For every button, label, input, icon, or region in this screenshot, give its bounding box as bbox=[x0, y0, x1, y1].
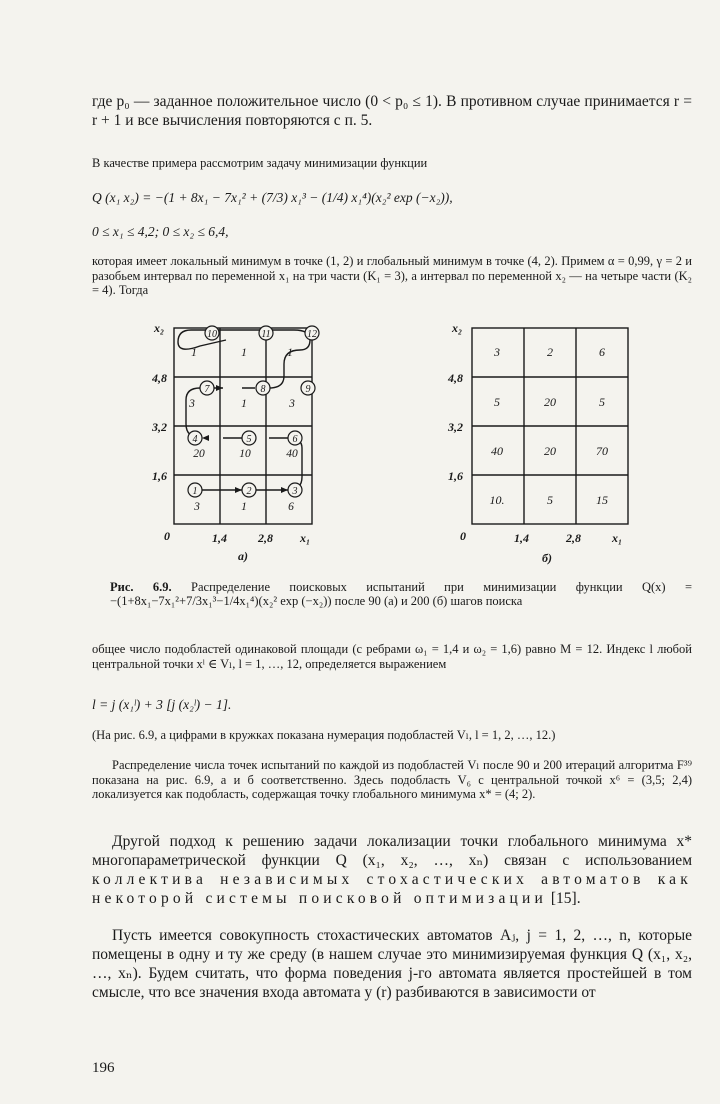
subregion-index: 1 bbox=[192, 486, 198, 497]
subregion-index: 4 bbox=[192, 434, 198, 445]
subregion-index: 9 bbox=[305, 384, 311, 395]
trial-count: 10 bbox=[239, 448, 251, 460]
trial-count: 5 bbox=[494, 395, 500, 409]
trial-count: 1 bbox=[241, 347, 247, 359]
trial-count: 1 bbox=[241, 501, 247, 513]
x-axis-label: x₁ bbox=[300, 531, 311, 545]
y-tick: 1,6 bbox=[448, 469, 463, 483]
x-axis-label: x₁ bbox=[612, 531, 623, 545]
trial-count: 6 bbox=[288, 501, 294, 513]
trial-count: 1 bbox=[191, 347, 197, 359]
caption-head: Рис. 6.9. bbox=[110, 580, 172, 594]
x-tick: 2,8 bbox=[258, 531, 273, 545]
y-tick: 3,2 bbox=[448, 420, 463, 434]
paragraph-automata-start: Другой подход к решению задачи локализации точки глобального минимума x* многопараметрической функции Q (x₁, x₂, …, xₙ) связан с использованием bbox=[92, 833, 692, 869]
trial-count: 20 bbox=[193, 448, 205, 460]
paragraph-distribution: Распределение числа точек испытаний по каждой из подобластей Vₗ после 90 и 200 итераций алгоритма F³⁹ показана на рис. 6.9, а и б соответственно. Здесь подобласть V₆ с центральной точкой x⁶ = (3,5; 2,4) локализуется как подобласть, содержащая точку глобального минимума x* = (4; 2). bbox=[92, 758, 692, 801]
trial-count: 10. bbox=[489, 493, 505, 507]
paragraph-automata bbox=[92, 832, 692, 908]
subregion-index: 7 bbox=[204, 384, 210, 395]
page-number: 196 bbox=[92, 1060, 115, 1076]
paragraph-minima: которая имеет локальный минимум в точке (1, 2) и глобальный минимум в точке (4, 2). Примем α = 0,99, γ = 2 и разобьем интервал по переменной x₁ на три части (K₁ = 3), а интервал по переменной x₂ — на четыре части (K₂ = 4). Тогда bbox=[92, 254, 692, 297]
paragraph-continuation: где p₀ — заданное положительное число (0 < p₀ ≤ 1). В противном случае принимается r = r + 1 и все вычисления повторяются с п. 5. bbox=[92, 93, 692, 129]
subregion-index: 11 bbox=[261, 329, 271, 340]
figure-caption bbox=[110, 580, 692, 608]
subregion-index: 5 bbox=[246, 434, 252, 445]
y-tick: 3,2 bbox=[152, 420, 167, 434]
trial-count: 1 bbox=[287, 347, 293, 359]
caption-body: Распределение поисковых испытаний при минимизации функции Q(x) = −(1+8x₁−7x₁²+7/3x₁³−1/4x₁⁴)(x₂² exp (−x₂)) после 90 (а) и 200 (б) шагов поиска bbox=[110, 580, 693, 608]
trial-count: 3 bbox=[189, 398, 195, 410]
trial-count: 3 bbox=[194, 501, 200, 513]
trial-count: 3 bbox=[289, 398, 295, 410]
trial-count: 5 bbox=[599, 395, 605, 409]
trial-count: 20 bbox=[544, 395, 556, 409]
trial-count: 70 bbox=[596, 444, 608, 458]
subregion-index: 6 bbox=[292, 434, 298, 445]
trial-count: 40 bbox=[286, 448, 298, 460]
figure-b bbox=[442, 318, 642, 570]
paragraph-subregions: общее число подобластей одинаковой площади (с ребрами ω₁ = 1,4 и ω₂ = 1,6) равно M = 12. Индекс l любой центральной точки xˡ ∈ Vₗ, l = 1, …, 12, определяется выражением bbox=[92, 642, 692, 671]
figure-a bbox=[152, 318, 352, 570]
citation: [15]. bbox=[550, 890, 581, 907]
subregion-index: 2 bbox=[246, 486, 252, 497]
paragraph-example-intro: В качестве примера рассмотрим задачу минимизации функции bbox=[92, 156, 428, 170]
y-tick: 1,6 bbox=[152, 469, 167, 483]
x-tick: 2,8 bbox=[566, 531, 581, 545]
subregion-index: 12 bbox=[307, 329, 317, 340]
y-axis-label: x₂ bbox=[154, 321, 165, 335]
y-tick: 4,8 bbox=[152, 371, 167, 385]
subregion-index: 10 bbox=[207, 329, 217, 340]
paragraph-note: (На рис. 6.9, а цифрами в кружках показана нумерация подобластей Vₗ, l = 1, 2, …, 12.) bbox=[92, 728, 556, 742]
trial-count: 15 bbox=[596, 493, 608, 507]
emphasized-phrase: коллектива независимых стохастических автоматов как некоторой системы поисковой оптимизации bbox=[92, 871, 692, 907]
trial-count: 20 bbox=[544, 444, 556, 458]
trial-count: 3 bbox=[494, 345, 500, 359]
panel-label: а) bbox=[238, 549, 248, 563]
panel-label: б) bbox=[542, 551, 552, 565]
x-tick: 1,4 bbox=[514, 531, 529, 545]
formula-constraints: 0 ≤ x₁ ≤ 4,2; 0 ≤ x₂ ≤ 6,4, bbox=[92, 224, 229, 239]
origin-label: 0 bbox=[164, 529, 170, 543]
subregion-index: 3 bbox=[292, 486, 298, 497]
trial-count: 2 bbox=[547, 345, 553, 359]
x-tick: 1,4 bbox=[212, 531, 227, 545]
trial-count: 6 bbox=[599, 345, 605, 359]
formula-index: l = j (x₁ˡ) + 3 [j (x₂ˡ) − 1]. bbox=[92, 697, 232, 712]
origin-label: 0 bbox=[460, 529, 466, 543]
paragraph-automata-set: Пусть имеется совокупность стохастических автоматов Aⱼ, j = 1, 2, …, n, которые помещены в одну и ту же среду (в нашем случае это минимизируемая функция Q (x₁, x₂, …, xₙ). Будем считать, что форма поведения j-го автомата является простейшей в том смысле, что все значения входа автомата y (r) разбиваются в зависимости от bbox=[92, 927, 692, 1001]
y-axis-label: x₂ bbox=[452, 321, 463, 335]
trial-count: 5 bbox=[547, 493, 553, 507]
subregion-index: 8 bbox=[260, 384, 266, 395]
trial-count: 1 bbox=[241, 398, 247, 410]
formula-objective: Q (x₁ x₂) = −(1 + 8x₁ − 7x₁² + (7/3) x₁³ − (1/4) x₁⁴)(x₂² exp (−x₂)), bbox=[92, 190, 453, 205]
y-tick: 4,8 bbox=[448, 371, 463, 385]
trial-count: 40 bbox=[491, 444, 503, 458]
